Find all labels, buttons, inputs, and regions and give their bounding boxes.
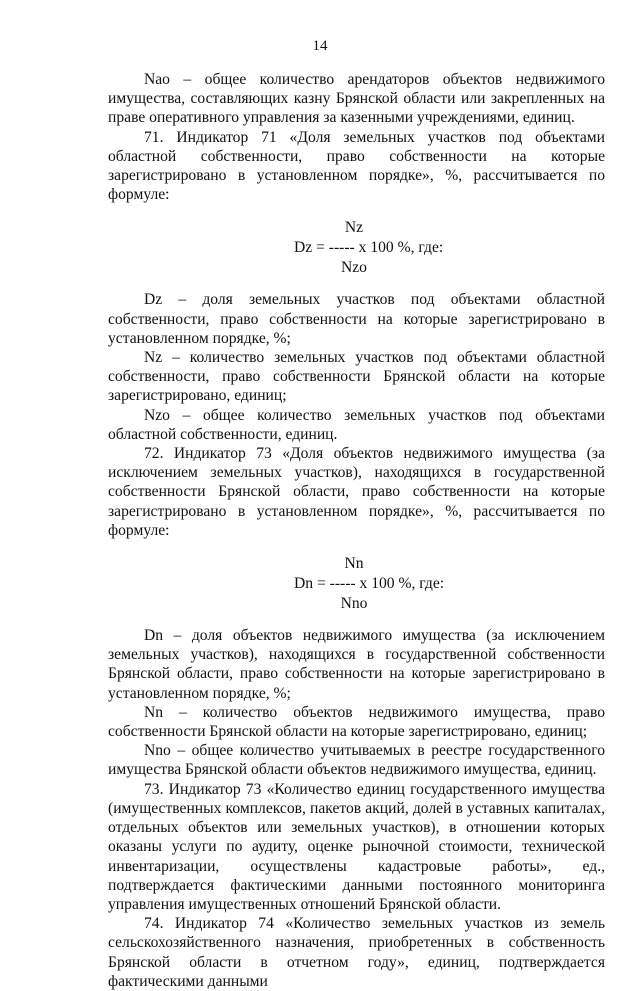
paragraph-nz-definition: Nz – количество земельных участков под объектами областной собственности, право собственности Брянской области на которые зарегистрировано, единиц; xyxy=(108,349,605,405)
formula-dn-numerator: Nn xyxy=(344,555,364,573)
formula-dz-denominator: Nzo xyxy=(341,259,367,277)
paragraph-dn-definition: Dn – доля объектов недвижимого имущества (за исключением земельных участков), находящихся в государственной собственности Брянской области, право собственности на которые зарегистрировано в установленном порядке, %; xyxy=(108,627,605,702)
paragraph-dz-definition: Dz – доля земельных участков под объектами областной собственности, право собственности на которые зарегистрировано в установленном порядке, %; xyxy=(108,291,605,347)
paragraph-nno-definition: Nno – общее количество учитываемых в реестре государственного имущества Брянской области объектов недвижимого имущества, единиц. xyxy=(108,742,605,779)
document-body xyxy=(108,70,605,991)
paragraph-indicator-72: 72. Индикатор 73 «Доля объектов недвижимого имущества (за исключением земельных участков), находящихся в государственной собственности Брянской области, право собственности на которые зарегистрировано в установленном порядке», %, рассчитывается по формуле: xyxy=(108,445,605,539)
paragraph-nao-definition: Nao – общее количество арендаторов объектов недвижимого имущества, составляющих казну Брянской области или закрепленных на праве оперативного управления за казенными учреждениями, единиц. xyxy=(108,71,605,127)
paragraph-indicator-74: 74. Индикатор 74 «Количество земельных участков из земель сельскохозяйственного назначения, приобретенных в собственность Брянской области в отчетном году», единиц, подтверждается фактическими данными xyxy=(108,915,605,990)
paragraph-indicator-73: 73. Индикатор 73 «Количество единиц государственного имущества (имущественных комплексов, пакетов акций, долей в уставных капиталах, отдельных объектов или земельных участков), в отношении которых оказаны услуги по аудиту, оценке рыночной стоимости, технической инвентаризации, осуществлены кадастровые работы», ед., подтверждается фактическими данными постоянного мониторинга управления имущественных отношений Брянской области. xyxy=(108,780,605,913)
paragraph-nn-definition: Nn – количество объектов недвижимого имущества, право собственности Брянской области на которые зарегистрировано, единиц; xyxy=(108,703,605,741)
formula-dn xyxy=(108,554,605,614)
formula-dz-equation: Dz = ----- x 100 %, где: xyxy=(294,239,444,257)
formula-dz-numerator: Nz xyxy=(344,219,364,237)
page-number: 14 xyxy=(312,38,328,54)
paragraph-nzo-definition: Nzo – общее количество земельных участков под объектами областной собственности, единиц. xyxy=(108,406,605,443)
formula-dn-denominator: Nno xyxy=(340,595,368,613)
formula-dz xyxy=(108,218,605,278)
paragraph-indicator-71: 71. Индикатор 71 «Доля земельных участков под объектами областной собственности, право собственности на которые зарегистрировано в установленном порядке», %, рассчитывается по формуле: xyxy=(108,128,605,204)
formula-dn-equation: Dn = ----- x 100 %, где: xyxy=(294,575,445,593)
